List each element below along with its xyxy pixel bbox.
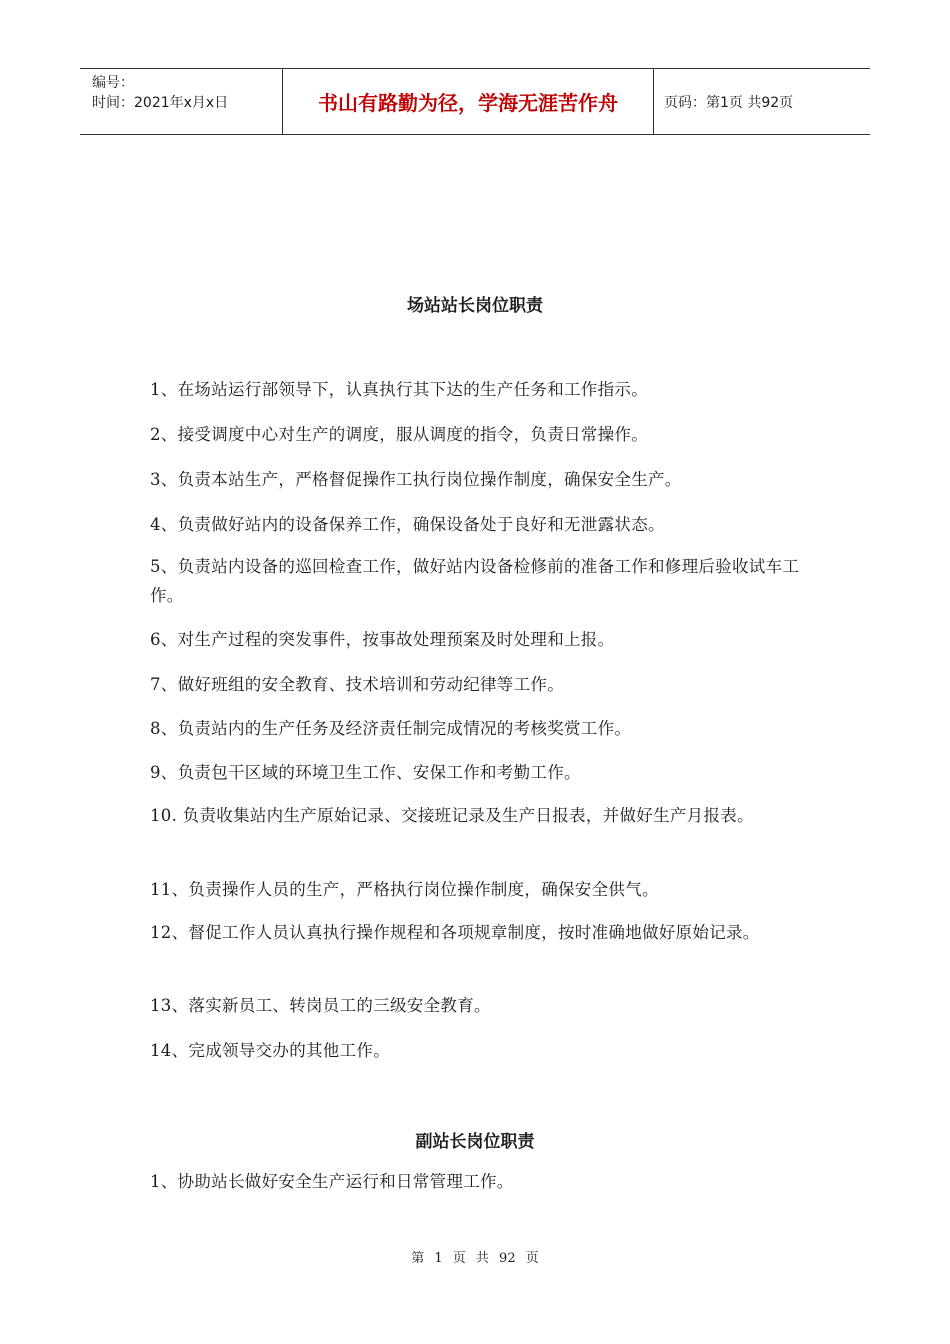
duty-item: 13、落实新员工、转岗员工的三级安全教育。 xyxy=(150,996,491,1015)
document-time-label: 时间：2021年x月x日 xyxy=(92,95,229,111)
section-title-station-master: 场站站长岗位职责 xyxy=(407,296,543,316)
duty-item: 2、接受调度中心对生产的调度，服从调度的指令，负责日常操作。 xyxy=(150,425,648,444)
document-number-label: 编号： xyxy=(92,75,134,91)
duty-item: 6、对生产过程的突发事件，按事故处理预案及时处理和上报。 xyxy=(150,630,615,649)
duty-item: 3、负责本站生产，严格督促操作工执行岗位操作制度，确保安全生产。 xyxy=(150,470,682,489)
duty-item: 1、协助站长做好安全生产运行和日常管理工作。 xyxy=(150,1172,514,1191)
duty-item: 14、完成领导交办的其他工作。 xyxy=(150,1041,390,1060)
duty-item: 4、负责做好站内的设备保养工作，确保设备处于良好和无泄露状态。 xyxy=(150,515,665,534)
duty-item: 5、负责站内设备的巡回检查工作，做好站内设备检修前的准备工作和修理后验收试车工作。 xyxy=(150,557,800,605)
duty-item: 8、负责站内的生产任务及经济责任制完成情况的考核奖赏工作。 xyxy=(150,719,632,738)
header-page-label: 页码：第1页 共92页 xyxy=(664,94,794,111)
header-meta xyxy=(80,69,282,134)
duty-item: 10. 负责收集站内生产原始记录、交接班记录及生产日报表，并做好生产月报表。 xyxy=(150,806,754,825)
header-motto: 书山有路勤为径，学海无涯苦作舟 xyxy=(282,69,654,134)
duty-item: 1、在场站运行部领导下，认真执行其下达的生产任务和工作指示。 xyxy=(150,380,648,399)
duty-item: 12、督促工作人员认真执行操作规程和各项规章制度，按时准确地做好原始记录。 xyxy=(150,923,760,942)
section-title-deputy-station-master: 副站长岗位职责 xyxy=(415,1132,535,1152)
duty-item: 7、做好班组的安全教育、技术培训和劳动纪律等工作。 xyxy=(150,675,564,694)
duty-item: 9、负责包干区域的环境卫生工作、安保工作和考勤工作。 xyxy=(150,763,581,782)
page-footer: 第 1 页 共 92 页 xyxy=(411,1251,539,1266)
page-header xyxy=(80,68,870,135)
duty-item: 11、负责操作人员的生产，严格执行岗位操作制度，确保安全供气。 xyxy=(150,880,659,899)
